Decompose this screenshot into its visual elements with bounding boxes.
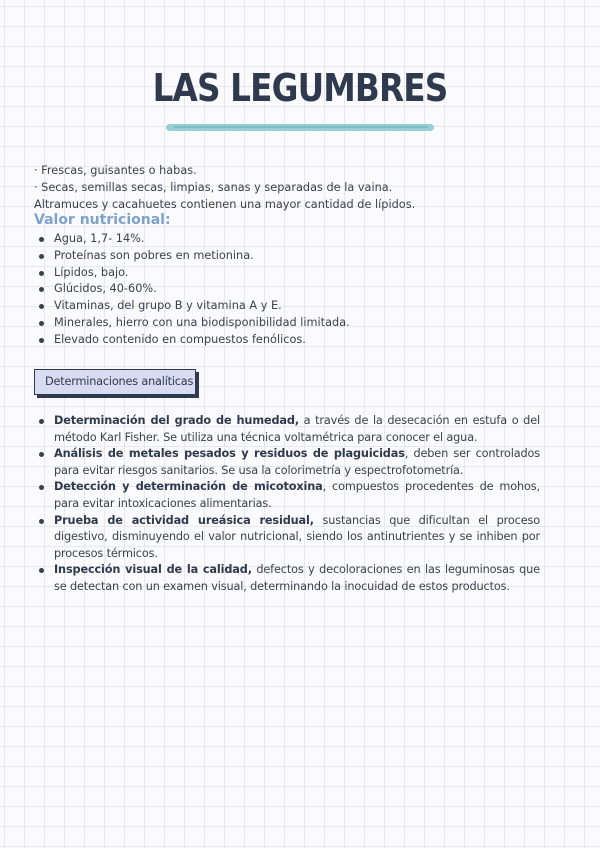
list-item (34, 446, 540, 479)
list-item (34, 315, 350, 332)
bullet-icon (39, 568, 44, 573)
list-item (34, 265, 350, 282)
bullet-icon (39, 485, 44, 490)
list-item (34, 332, 350, 349)
bullet-icon (39, 287, 44, 292)
bullet-icon (39, 237, 44, 242)
list-item-lead: Inspección visual de la calidad, (54, 563, 252, 577)
bullet-icon (39, 304, 44, 309)
bullet-icon (39, 321, 44, 326)
list-item-text: , deben ser controlados para evitar riesgos sanitarios. Se usa la colorimetría y espectrofotometría. (54, 447, 540, 477)
list-item-text: Elevado contenido en compuestos fenólicos. (54, 332, 306, 346)
list-item-text: Lípidos, bajo. (54, 265, 129, 279)
intro-line: · Secas, semillas secas, limpias, sanas y separadas de la vaina. (34, 181, 393, 194)
list-item (34, 281, 350, 298)
bullet-icon (39, 519, 44, 524)
section-badge: Determinaciones analíticas (34, 369, 196, 395)
list-item (34, 413, 540, 446)
list-item-text: Glúcidos, 40-60%. (54, 282, 157, 296)
list-item-text: sustancias que dificultan el proceso digestivo, disminuyendo el valor nutricional, siendo los antinutrientes y se inhiben por procesos térmicos. (54, 513, 540, 560)
list-item-text: Agua, 1,7- 14%. (54, 232, 145, 245)
list-item-text: defectos y decoloraciones en las leguminosas que se detectan con un examen visual, determinando la inocuidad de estos productos. (54, 563, 540, 593)
bullet-icon (39, 338, 44, 343)
list-item-text: Minerales, hierro con una biodisponibilidad limitada. (54, 315, 350, 329)
list-item (34, 562, 540, 595)
intro-block (34, 162, 574, 213)
bullet-icon (39, 452, 44, 457)
list-item (34, 479, 540, 512)
list-item-text: Proteínas son pobres en metionina. (54, 248, 254, 262)
page-title: LAS LEGUMBRES (152, 66, 448, 110)
list-item (34, 298, 350, 315)
nutrition-list (34, 231, 350, 349)
nutrition-heading: Valor nutricional: (34, 212, 171, 228)
list-item-lead: Prueba de actividad ureásica residual, (54, 513, 314, 527)
title-underline-highlight (166, 124, 434, 131)
bullet-icon (39, 254, 44, 259)
list-item-text: a través de la desecación en estufa o del método Karl Fisher. Se utiliza una técnica voltamétrica para conocer el agua. (54, 414, 540, 444)
list-item-lead: Detección y determinación de micotoxina (54, 480, 323, 494)
intro-line: Altramuces y cacahuetes contienen una mayor cantidad de lípidos. (34, 198, 416, 211)
list-item (34, 513, 540, 563)
intro-line: · Frescas, guisantes o habas. (34, 164, 197, 177)
list-item-text: Vitaminas, del grupo B y vitamina A y E. (54, 299, 282, 313)
list-item-lead: Determinación del grado de humedad, (54, 414, 299, 427)
list-item (34, 248, 350, 265)
analysis-list (34, 413, 540, 596)
list-item (34, 231, 350, 248)
list-item-text: , compuestos procedentes de mohos, para evitar intoxicaciones alimentarias. (54, 480, 540, 510)
bullet-icon (39, 271, 44, 276)
bullet-icon (39, 419, 44, 424)
list-item-lead: Análisis de metales pesados y residuos de plaguicidas (54, 447, 405, 461)
